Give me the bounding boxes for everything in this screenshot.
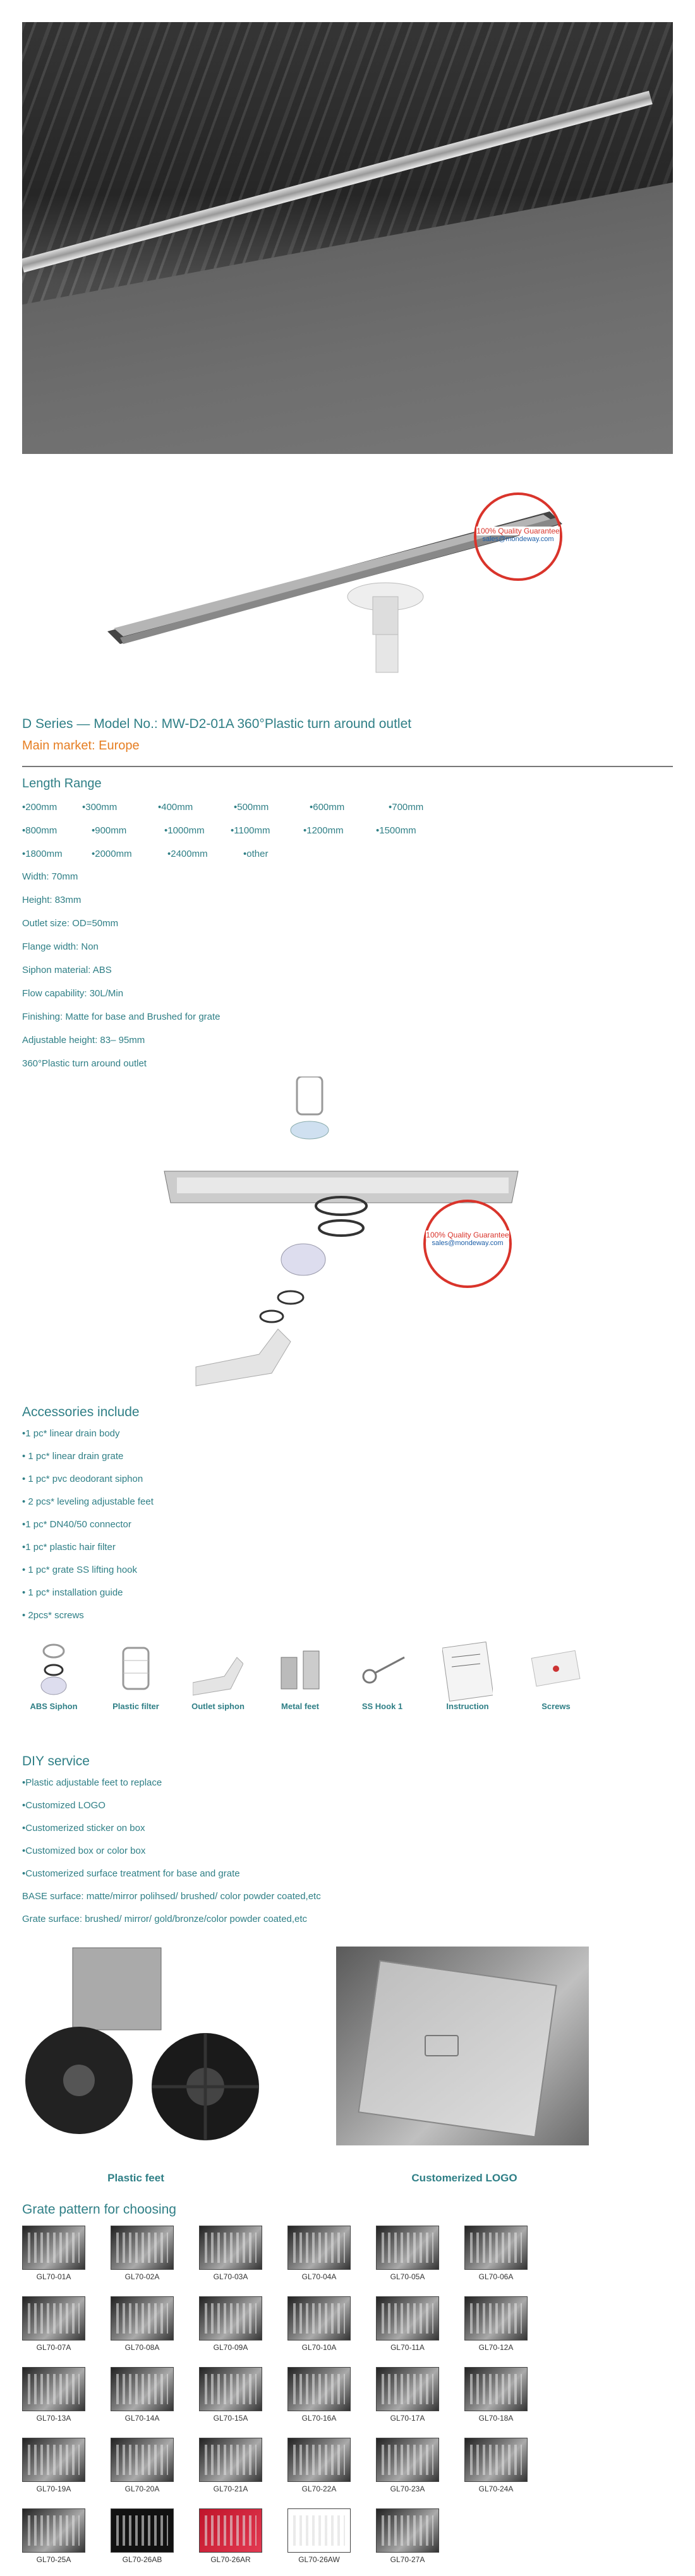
accessory-item: • 1 pc* pvc deodorant siphon bbox=[22, 1474, 143, 1484]
grate-pattern-option[interactable] bbox=[376, 2296, 439, 2352]
length-item: •300mm bbox=[82, 802, 118, 813]
grate-grid bbox=[22, 2226, 565, 2576]
accessory-picture bbox=[436, 1638, 499, 1711]
diy-item: •Customerized sticker on box bbox=[22, 1823, 145, 1834]
grate-pattern-option[interactable] bbox=[199, 2296, 262, 2352]
grate-pattern-image bbox=[287, 2438, 351, 2482]
diy-heading: DIY service bbox=[22, 1754, 90, 1768]
grate-pattern-label: GL70-19A bbox=[36, 2484, 71, 2493]
grate-pattern-label: GL70-16A bbox=[301, 2414, 337, 2423]
diy-item: BASE surface: matte/mirror polihsed/ brushed/ color powder coated,etc bbox=[22, 1891, 321, 1902]
grate-pattern-option[interactable] bbox=[199, 2508, 262, 2564]
grate-pattern-option[interactable] bbox=[199, 2367, 262, 2423]
grate-pattern-option[interactable] bbox=[111, 2508, 174, 2564]
grate-pattern-label: GL70-02A bbox=[124, 2272, 160, 2281]
accessory-item: • 1 pc* installation guide bbox=[22, 1587, 123, 1598]
grate-pattern-option[interactable] bbox=[22, 2226, 85, 2281]
length-item: •900mm bbox=[92, 825, 127, 836]
length-item: •other bbox=[243, 849, 269, 859]
grate-pattern-option[interactable] bbox=[199, 2438, 262, 2493]
grate-pattern-label: GL70-06A bbox=[478, 2272, 514, 2281]
grate-pattern-option[interactable] bbox=[464, 2438, 528, 2493]
grate-pattern-label: GL70-08A bbox=[124, 2343, 160, 2352]
spec-item: Finishing: Matte for base and Brushed for grate bbox=[22, 1011, 221, 1022]
grate-pattern-option[interactable] bbox=[287, 2438, 351, 2493]
grate-pattern-label: GL70-15A bbox=[213, 2414, 248, 2423]
grate-pattern-label: GL70-21A bbox=[213, 2484, 248, 2493]
diy-item: •Plastic adjustable feet to replace bbox=[22, 1777, 162, 1788]
length-item: •1800mm bbox=[22, 849, 63, 859]
grate-pattern-label: GL70-20A bbox=[124, 2484, 160, 2493]
grate-pattern-option[interactable] bbox=[376, 2226, 439, 2281]
grate-pattern-label: GL70-10A bbox=[301, 2343, 337, 2352]
length-item: •1500mm bbox=[376, 825, 416, 836]
main-market: Main market: Europe bbox=[22, 739, 140, 753]
accessory-picture bbox=[269, 1638, 332, 1711]
grate-pattern-label: GL70-22A bbox=[301, 2484, 337, 2493]
grate-pattern-image bbox=[376, 2367, 439, 2411]
length-item: •1100mm bbox=[231, 825, 270, 836]
grate-pattern-image bbox=[111, 2508, 174, 2553]
grate-pattern-image bbox=[199, 2226, 262, 2270]
grate-heading: Grate pattern for choosing bbox=[22, 2202, 176, 2217]
grate-pattern-label: GL70-27A bbox=[390, 2555, 425, 2564]
grate-pattern-image bbox=[111, 2438, 174, 2482]
grate-pattern-image bbox=[287, 2296, 351, 2340]
customized-logo-photo bbox=[336, 1947, 589, 2145]
spec-item: 360°Plastic turn around outlet bbox=[22, 1058, 147, 1069]
accessory-label: Instruction bbox=[446, 1702, 489, 1711]
grate-pattern-image bbox=[111, 2226, 174, 2270]
shower-photo bbox=[22, 22, 673, 454]
accessories-list bbox=[22, 1428, 154, 1633]
accessory-item: • 1 pc* linear drain grate bbox=[22, 1451, 124, 1462]
accessory-picture bbox=[524, 1638, 588, 1711]
grate-pattern-label: GL70-11A bbox=[390, 2343, 425, 2352]
divider bbox=[22, 766, 673, 767]
grate-pattern-option[interactable] bbox=[22, 2438, 85, 2493]
grate-pattern-label: GL70-07A bbox=[36, 2343, 71, 2352]
accessory-picture bbox=[351, 1638, 414, 1711]
grate-pattern-label: GL70-04A bbox=[301, 2272, 337, 2281]
accessory-item: •1 pc* linear drain body bbox=[22, 1428, 120, 1439]
grate-pattern-option[interactable] bbox=[22, 2367, 85, 2423]
spec-item: Flange width: Non bbox=[22, 941, 99, 952]
length-item: •1200mm bbox=[303, 825, 344, 836]
grate-pattern-label: GL70-14A bbox=[124, 2414, 160, 2423]
length-row-3 bbox=[22, 849, 591, 862]
grate-pattern-image bbox=[376, 2438, 439, 2482]
grate-pattern-option[interactable] bbox=[22, 2508, 85, 2564]
plastic-feet-photo bbox=[22, 1941, 262, 2144]
length-item: •600mm bbox=[310, 802, 345, 813]
diy-list bbox=[22, 1777, 321, 1936]
length-item: •1000mm bbox=[164, 825, 205, 836]
grate-pattern-label: GL70-18A bbox=[478, 2414, 514, 2423]
spec-item: Flow capability: 30L/Min bbox=[22, 988, 124, 999]
grate-pattern-label: GL70-03A bbox=[213, 2272, 248, 2281]
quality-stamp-2 bbox=[423, 1200, 512, 1288]
length-row-1 bbox=[22, 802, 591, 816]
grate-pattern-image bbox=[199, 2367, 262, 2411]
grate-pattern-image bbox=[464, 2296, 528, 2340]
grate-pattern-label: GL70-13A bbox=[36, 2414, 71, 2423]
grate-pattern-option[interactable] bbox=[464, 2226, 528, 2281]
accessory-label: ABS Siphon bbox=[30, 1702, 78, 1711]
grate-pattern-image bbox=[22, 2367, 85, 2411]
accessory-item: • 2pcs* screws bbox=[22, 1610, 84, 1621]
accessory-item: •1 pc* plastic hair filter bbox=[22, 1542, 116, 1553]
diy-item: •Customized box or color box bbox=[22, 1846, 146, 1856]
grate-pattern-option[interactable] bbox=[111, 2296, 174, 2352]
grate-pattern-image bbox=[111, 2296, 174, 2340]
grate-pattern-option[interactable] bbox=[111, 2438, 174, 2493]
spec-item: Height: 83mm bbox=[22, 895, 82, 905]
grate-pattern-image bbox=[22, 2296, 85, 2340]
accessory-label: Plastic filter bbox=[112, 1702, 159, 1711]
grate-pattern-option[interactable] bbox=[22, 2296, 85, 2352]
plastic-feet-caption: Plastic feet bbox=[107, 2172, 164, 2184]
accessory-item: •1 pc* DN40/50 connector bbox=[22, 1519, 131, 1530]
grate-pattern-image bbox=[287, 2508, 351, 2553]
length-item: •2400mm bbox=[167, 849, 208, 859]
length-item: •400mm bbox=[158, 802, 193, 813]
accessories-heading: Accessories include bbox=[22, 1405, 140, 1419]
length-item: •500mm bbox=[234, 802, 269, 813]
grate-pattern-label: GL70-12A bbox=[478, 2343, 514, 2352]
length-row-2 bbox=[22, 825, 591, 839]
stamp-email: sales@mondeway.com bbox=[482, 535, 554, 543]
drain-product-image bbox=[95, 486, 588, 676]
grate-pattern-option[interactable] bbox=[464, 2367, 528, 2423]
grate-pattern-image bbox=[199, 2438, 262, 2482]
grate-pattern-image bbox=[287, 2367, 351, 2411]
grate-pattern-image bbox=[376, 2296, 439, 2340]
spec-item: Siphon material: ABS bbox=[22, 965, 112, 975]
grate-pattern-image bbox=[376, 2226, 439, 2270]
grate-pattern-option[interactable] bbox=[287, 2367, 351, 2423]
spec-list bbox=[22, 871, 221, 1082]
grate-pattern-label: GL70-05A bbox=[390, 2272, 425, 2281]
grate-pattern-label: GL70-01A bbox=[36, 2272, 71, 2281]
accessory-label: Outlet siphon bbox=[191, 1702, 245, 1711]
customized-logo-caption: Customerized LOGO bbox=[411, 2172, 517, 2184]
quality-stamp bbox=[474, 492, 562, 581]
grate-pattern-image bbox=[464, 2367, 528, 2411]
accessory-label: SS Hook 1 bbox=[361, 1702, 403, 1711]
grate-pattern-option[interactable] bbox=[376, 2438, 439, 2493]
grate-pattern-option[interactable] bbox=[199, 2226, 262, 2281]
grate-pattern-image bbox=[199, 2296, 262, 2340]
accessory-picture bbox=[22, 1638, 85, 1711]
grate-pattern-image bbox=[464, 2226, 528, 2270]
grate-pattern-image bbox=[22, 2438, 85, 2482]
grate-pattern-label: GL70-26AW bbox=[298, 2555, 340, 2564]
length-item: •2000mm bbox=[92, 849, 132, 859]
accessory-picture bbox=[104, 1638, 167, 1711]
grate-pattern-image bbox=[111, 2367, 174, 2411]
grate-pattern-option[interactable] bbox=[111, 2367, 174, 2423]
grate-pattern-image bbox=[464, 2438, 528, 2482]
grate-pattern-image bbox=[22, 2226, 85, 2270]
accessory-item: • 1 pc* grate SS lifting hook bbox=[22, 1565, 138, 1575]
grate-pattern-option[interactable] bbox=[287, 2508, 351, 2564]
grate-pattern-label: GL70-09A bbox=[213, 2343, 248, 2352]
stamp-text: 100% Quality Guarantee bbox=[476, 527, 560, 535]
grate-pattern-label: GL70-24A bbox=[478, 2484, 514, 2493]
spec-item: Adjustable height: 83– 95mm bbox=[22, 1035, 145, 1046]
accessory-item: • 2 pcs* leveling adjustable feet bbox=[22, 1496, 154, 1507]
grate-pattern-option[interactable] bbox=[376, 2367, 439, 2423]
diy-item: •Customerized surface treatment for base and grate bbox=[22, 1868, 240, 1879]
grate-pattern-option[interactable] bbox=[464, 2296, 528, 2352]
grate-pattern-label: GL70-26AR bbox=[210, 2555, 251, 2564]
accessory-label: Metal feet bbox=[281, 1702, 319, 1711]
grate-pattern-label: GL70-23A bbox=[390, 2484, 425, 2493]
grate-pattern-option[interactable] bbox=[287, 2296, 351, 2352]
stamp-email: sales@mondeway.com bbox=[432, 1239, 504, 1247]
exploded-drain-image bbox=[158, 1076, 550, 1392]
diy-item: •Customized LOGO bbox=[22, 1800, 106, 1811]
grate-pattern-image bbox=[287, 2226, 351, 2270]
spec-item: Width: 70mm bbox=[22, 871, 78, 882]
spec-item: Outlet size: OD=50mm bbox=[22, 918, 119, 929]
grate-pattern-label: GL70-26AB bbox=[122, 2555, 162, 2564]
grate-pattern-image bbox=[199, 2508, 262, 2553]
grate-pattern-option[interactable] bbox=[376, 2508, 439, 2564]
stamp-text: 100% Quality Guarantee bbox=[426, 1231, 509, 1239]
grate-pattern-option[interactable] bbox=[287, 2226, 351, 2281]
grate-pattern-image bbox=[376, 2508, 439, 2553]
length-item: •800mm bbox=[22, 825, 57, 836]
length-item: •700mm bbox=[389, 802, 424, 813]
accessory-picture bbox=[186, 1638, 250, 1711]
length-item: •200mm bbox=[22, 802, 57, 813]
accessory-pictures bbox=[22, 1638, 641, 1743]
grate-pattern-option[interactable] bbox=[111, 2226, 174, 2281]
diy-item: Grate surface: brushed/ mirror/ gold/bronze/color powder coated,etc bbox=[22, 1914, 308, 1924]
accessory-label: Screws bbox=[541, 1702, 571, 1711]
grate-pattern-label: GL70-25A bbox=[36, 2555, 71, 2564]
product-title: D Series — Model No.: MW-D2-01A 360°Plastic turn around outlet bbox=[22, 717, 412, 731]
grate-pattern-label: GL70-17A bbox=[390, 2414, 425, 2423]
length-range-heading: Length Range bbox=[22, 777, 102, 790]
grate-pattern-image bbox=[22, 2508, 85, 2553]
